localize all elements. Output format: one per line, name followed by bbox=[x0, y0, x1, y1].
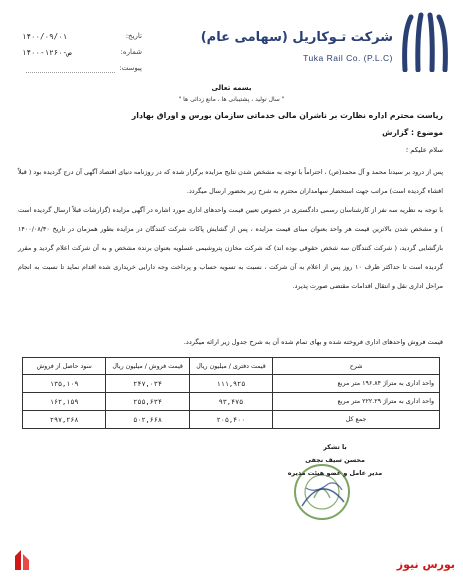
bismillah: بسمه تعالی bbox=[211, 84, 252, 92]
total-label: جمع کل bbox=[273, 411, 440, 429]
table-header-row bbox=[23, 358, 440, 375]
sign-name: محسن سیف نجفی bbox=[305, 456, 365, 464]
table-row bbox=[23, 375, 440, 393]
total-profit: ۲۹۷,۲۶۸ bbox=[23, 411, 106, 429]
company-name-en: Tuka Rail Co. (P.L.C) bbox=[303, 53, 393, 63]
row-profit: ۱۳۵,۱۰۹ bbox=[23, 375, 106, 393]
date-row bbox=[22, 28, 142, 44]
row-book-value: ۱۱۱,۹۲۵ bbox=[189, 375, 272, 393]
closing-line: قیمت فروش واحدهای اداری فروخته شده و بهای تمام شده آن به شرح جدول زیر ارائه میگردد. bbox=[183, 338, 443, 346]
sales-table bbox=[22, 357, 440, 429]
row-description: واحد اداری به متراژ ۲۲۲.۲۹ متر مربع bbox=[273, 393, 440, 411]
table-total-row bbox=[23, 411, 440, 429]
bourse-news-logo-icon bbox=[12, 548, 32, 572]
col-book-value: قیمت دفتری / میلیون ریال bbox=[189, 358, 272, 375]
bourse-news-brand: بورس نیوز bbox=[396, 558, 455, 571]
tuka-rail-logo-icon bbox=[399, 12, 451, 72]
year-motto: " سال تولید ، پشتیبانی ها ، مانع زدائی ها " bbox=[178, 96, 285, 103]
attachment-label: پیوست: bbox=[119, 64, 142, 72]
total-sale-price: ۵۰۲,۶۶۸ bbox=[106, 411, 189, 429]
row-profit: ۱۶۲,۱۵۹ bbox=[23, 393, 106, 411]
row-sale-price: ۲۵۵,۶۳۴ bbox=[106, 393, 189, 411]
date-label: تاریخ: bbox=[125, 32, 142, 40]
signature-block bbox=[255, 443, 415, 482]
greeting: سلام علیکم ؛ bbox=[405, 146, 443, 154]
letter-meta bbox=[22, 28, 142, 76]
col-description: شرح bbox=[273, 358, 440, 375]
sign-thanks: با تشکر bbox=[323, 443, 347, 451]
paragraph-2: با توجه به نظریه سه نفر از کارشناسان رسمی دادگستری در خصوص تعیین قیمت واحدهای اداری مورد اشاره در آگهی مزایده (گزارشات قبلاً ارسال گردیده است ) و مشخص شدن بالاترین قیمت هر واحد بعنوان مبنای قیمت مزایده ، پس از گشایش پاکات شرکت کنندگان در مزایده بطور همزمان در تاریخ ۱۴۰۰/۰۸/۳۰ بازگشایی گردید، ( شرکت کنندگان سه شخص حقوقی بوده اند) که شرکت مخازن پتروشیمی عسلویه بعنوان برنده مشخص و به آن شرکت اعلام گردید و مقرر گردیده است تا حداکثر ظرف ۱۰ روز پس از اعلام به آن شرکت ، نسبت به تسویه حساب و پرداخت وجه دارایی خریداری شده اقدام نماید تا نسبت به انجام مراحل اداری نقل و انتقال اقدامات مقتضی صورت پذیرد. bbox=[18, 206, 444, 290]
row-sale-price: ۲۴۷,۰۳۴ bbox=[106, 375, 189, 393]
attachment-line bbox=[26, 64, 115, 73]
recipient: ریاست محترم اداره نظارت بر ناشران مالی خدماتی سازمان بورس و اوراق بهادار bbox=[131, 111, 443, 120]
sign-title: مدیر عامل و عضو هیئت مدیره bbox=[287, 469, 383, 477]
row-book-value: ۹۳,۴۷۵ bbox=[189, 393, 272, 411]
table-row bbox=[23, 393, 440, 411]
col-profit: سود حاصل از فروش bbox=[23, 358, 106, 375]
date-value: ۱۴۰۰/۰۹/۰۱ bbox=[22, 31, 68, 41]
paragraph-1: پس از درود بر سیدنا محمد و آل محمد(ص) ، احتراماً با توجه به مشخص شدن نتایج مزایده برگزار شده که در روزنامه دنیای اقتصاد آگهی آن درج گردیده بود ( قبلاً افشاء گردیده است) مراتب جهت استحضار سهامداران محترم به شرح زیر بحضور ارسال میگردد. bbox=[18, 168, 443, 195]
total-book-value: ۲۰۵,۴۰۰ bbox=[189, 411, 272, 429]
row-description: واحد اداری به متراژ ۱۹۶.۸۴ متر مربع bbox=[273, 375, 440, 393]
company-name-fa: شرکت تـوکاریل (سهامی عام) bbox=[200, 30, 393, 45]
col-sale-price: قیمت فروش / میلیون ریال bbox=[106, 358, 189, 375]
letter-body bbox=[18, 163, 443, 296]
subject: موضوع : گزارش bbox=[382, 128, 443, 137]
number-label: شماره: bbox=[120, 48, 142, 56]
number-value: ۱۴۰۰-۱۲۶۰-ص bbox=[22, 47, 72, 57]
number-row bbox=[22, 44, 142, 60]
attachment-row bbox=[22, 60, 142, 76]
